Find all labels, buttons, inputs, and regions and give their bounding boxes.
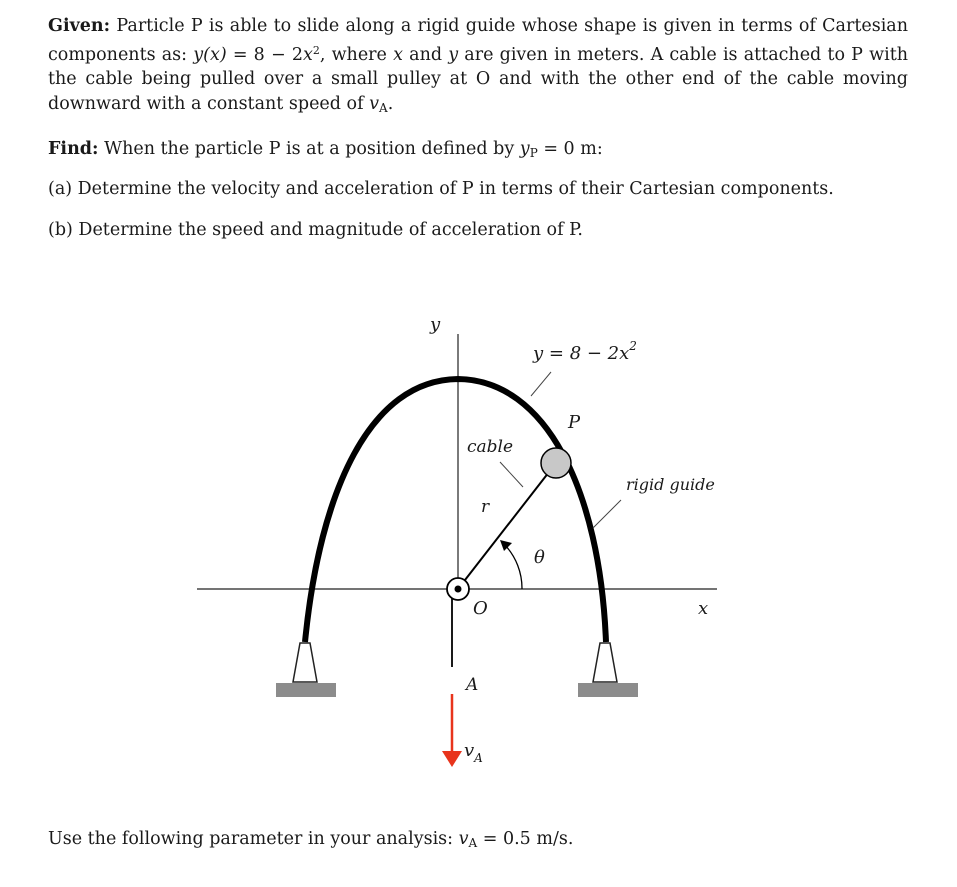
x-axis-label: x	[698, 598, 709, 619]
part-a-text: (a) Determine the velocity and acceleration of P in terms of their Cartesian components.	[48, 179, 834, 199]
given-text-1: Particle P is able to slide along a rigid guide whose shape is given in terms of Cartesian components as:	[48, 16, 908, 65]
eq-exponent: 2	[312, 43, 320, 57]
velocity-label-sub: A	[474, 751, 483, 765]
a-label: A	[466, 675, 479, 695]
cable-leader	[500, 462, 523, 487]
find-y-sub: P	[529, 146, 538, 160]
given-text-2: , where	[319, 44, 394, 65]
y-axis-label: y	[430, 314, 441, 335]
right-support-base	[578, 683, 638, 697]
cable-label: cable	[467, 437, 514, 457]
given-text-4: are given in meters. A cable is attached to P with the cable being pulled over a small pulley at O and with the other end of the cable moving downward with a constant speed of	[48, 44, 908, 114]
eq-lhs: y(x)	[193, 44, 227, 65]
param-v-sub: A	[468, 836, 478, 850]
theta-arrowhead	[500, 540, 512, 551]
particle-p	[541, 448, 571, 478]
r-label: r	[481, 497, 490, 517]
given-y: y	[448, 44, 459, 65]
parameter-line	[48, 827, 908, 856]
curve-eq-exponent: 2	[629, 339, 637, 353]
given-text-5: .	[387, 93, 394, 114]
find-label: Find:	[48, 139, 99, 159]
rigid-guide-leader	[593, 500, 621, 528]
cable-line	[458, 463, 556, 589]
find-text-1: When the particle P is at a position defined by	[104, 139, 520, 159]
param-v: v	[458, 829, 469, 849]
param-text-1: Use the following parameter in your analysis:	[48, 829, 459, 849]
given-label: Given:	[48, 16, 111, 36]
theta-label: θ	[534, 547, 545, 568]
origin-label: O	[473, 598, 488, 619]
param-text-2: = 0.5 m/s.	[477, 829, 574, 849]
given-x: x	[393, 44, 403, 65]
theta-arc	[505, 545, 522, 589]
find-text-2: = 0 m:	[537, 139, 603, 159]
find-y: y	[519, 139, 530, 159]
curve-equation	[532, 339, 637, 364]
rigid-guide-label: rigid guide	[626, 475, 715, 494]
right-support	[593, 643, 617, 682]
curve-leader	[531, 372, 551, 396]
velocity-label	[464, 740, 483, 765]
part-b-text: (b) Determine the speed and magnitude of acceleration of P.	[48, 220, 583, 240]
given-v: v	[369, 93, 380, 114]
pulley-center	[455, 586, 462, 593]
left-support	[293, 643, 317, 682]
left-support-base	[276, 683, 336, 697]
eq-x: x	[302, 44, 313, 65]
curve-eq-text: y = 8 − 2x	[533, 343, 630, 364]
point-p-label: P	[568, 412, 581, 433]
given-text-3: and	[402, 44, 449, 65]
given-v-sub: A	[379, 100, 388, 115]
velocity-arrowhead	[442, 751, 462, 767]
velocity-label-v: v	[464, 740, 475, 761]
rigid-guide-curve	[305, 379, 606, 642]
eq-mid: = 8 − 2	[226, 44, 303, 65]
